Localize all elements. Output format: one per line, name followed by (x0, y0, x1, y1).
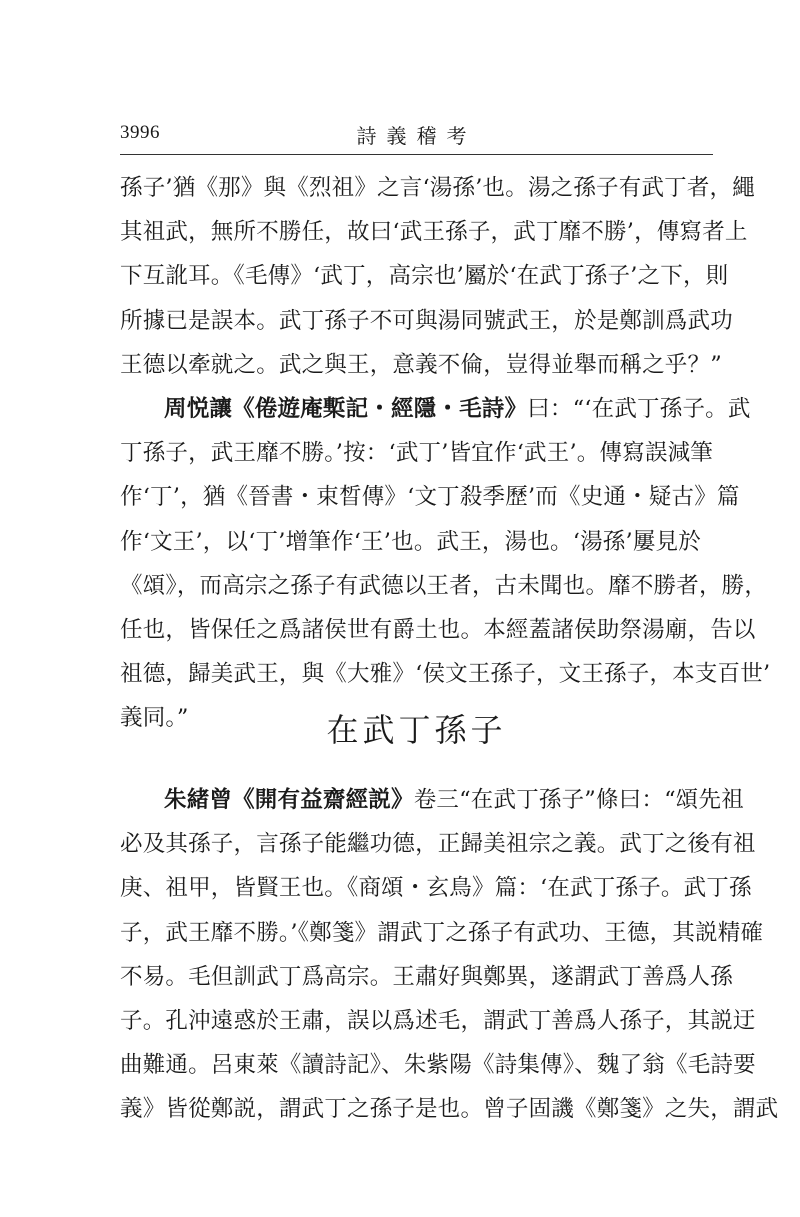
text-line: 王德以牽就之。武之與王，意義不倫，豈得並舉而稱之乎？” (120, 351, 722, 378)
text-line: 所據已是誤本。武丁孫子不可與湯同號武王，於是鄭訓爲武功 (120, 307, 733, 334)
text-line: 子，武王靡不勝。’《鄭箋》謂武丁之孫子有武功、王德，其説精確 (120, 919, 764, 946)
main-text-upper (120, 166, 771, 740)
text-line: 《頌》，而高宗之孫子有武德以王者，古未聞也。靡不勝者，勝， (120, 572, 768, 599)
text-line: 子。孔沖遠惑於王肅，誤以爲述毛，謂武丁善爲人孫子，其説迂 (120, 1007, 756, 1034)
source-citation: 周悦讓《倦遊庵槧記・經隱・毛詩》 (164, 395, 528, 422)
text-line: 庚、祖甲，皆賢王也。《商頌・玄鳥》篇：‘在武丁孫子。武丁孫 (120, 875, 752, 902)
text-line: 義同。” (120, 705, 189, 732)
paragraph-zhou-yuerang (120, 387, 771, 741)
source-citation: 朱緒曾《開有益齋經説》 (164, 787, 414, 813)
text-line: 作‘文王’，以‘丁’增筆作‘王’也。武王，湯也。‘湯孫’屢見於 (120, 528, 701, 555)
text-run: 曰：“‘在武丁孫子。武 (527, 395, 751, 422)
paragraph-zhu-xuzeng (120, 778, 779, 1132)
text-line (120, 778, 744, 822)
text-run: 卷三“在武丁孫子”條曰：“頌先祖 (413, 787, 744, 813)
running-title: 詩義稽考 (356, 124, 477, 148)
main-text-lower (120, 778, 779, 1132)
text-line: 作‘丁’，猶《晉書・束晳傳》‘文丁殺季歷’而《史通・疑古》篇 (120, 484, 740, 511)
text-line: 丁孫子，武王靡不勝。’按：‘武丁’皆宜作‘武王’。傳寫誤減筆 (120, 440, 714, 467)
page-number: 3996 (120, 122, 160, 143)
text-line: 曲難通。呂東萊《讀詩記》、朱紫陽《詩集傳》、魏了翁《毛詩要 (120, 1052, 756, 1079)
text-line (120, 387, 751, 431)
text-line: 下互訛耳。《毛傳》‘武丁，高宗也’屬於‘在武丁孫子’之下，則 (120, 263, 729, 290)
text-line: 其祖武，無所不勝任，故曰‘武王孫子，武丁靡不勝’，傳寫者上 (120, 219, 748, 246)
text-line: 任也，皆保任之爲諸侯世有爵土也。本經蓋諸侯助祭湯廟，告以 (120, 616, 756, 643)
paragraph-continuation (120, 166, 755, 387)
text-line: 必及其孫子，言孫子能繼功德，正歸美祖宗之義。武丁之後有祖 (120, 831, 756, 858)
text-line: 祖德，歸美武王，與《大雅》‘侯文王孫子，文王孫子，本支百世’ (120, 661, 771, 688)
text-line: 義》皆從鄭説，謂武丁之孫子是也。曾子固譏《鄭箋》之失，謂武 (120, 1096, 779, 1123)
section-title: 在武丁孫子 (326, 711, 507, 749)
text-line: 孫子’猶《那》與《烈祖》之言‘湯孫’也。湯之孫子有武丁者，繩 (120, 175, 755, 201)
text-line: 不易。毛但訓武丁爲高宗。王肅好與鄭異，遂謂武丁善爲人孫 (120, 963, 733, 990)
page-header (120, 120, 713, 155)
